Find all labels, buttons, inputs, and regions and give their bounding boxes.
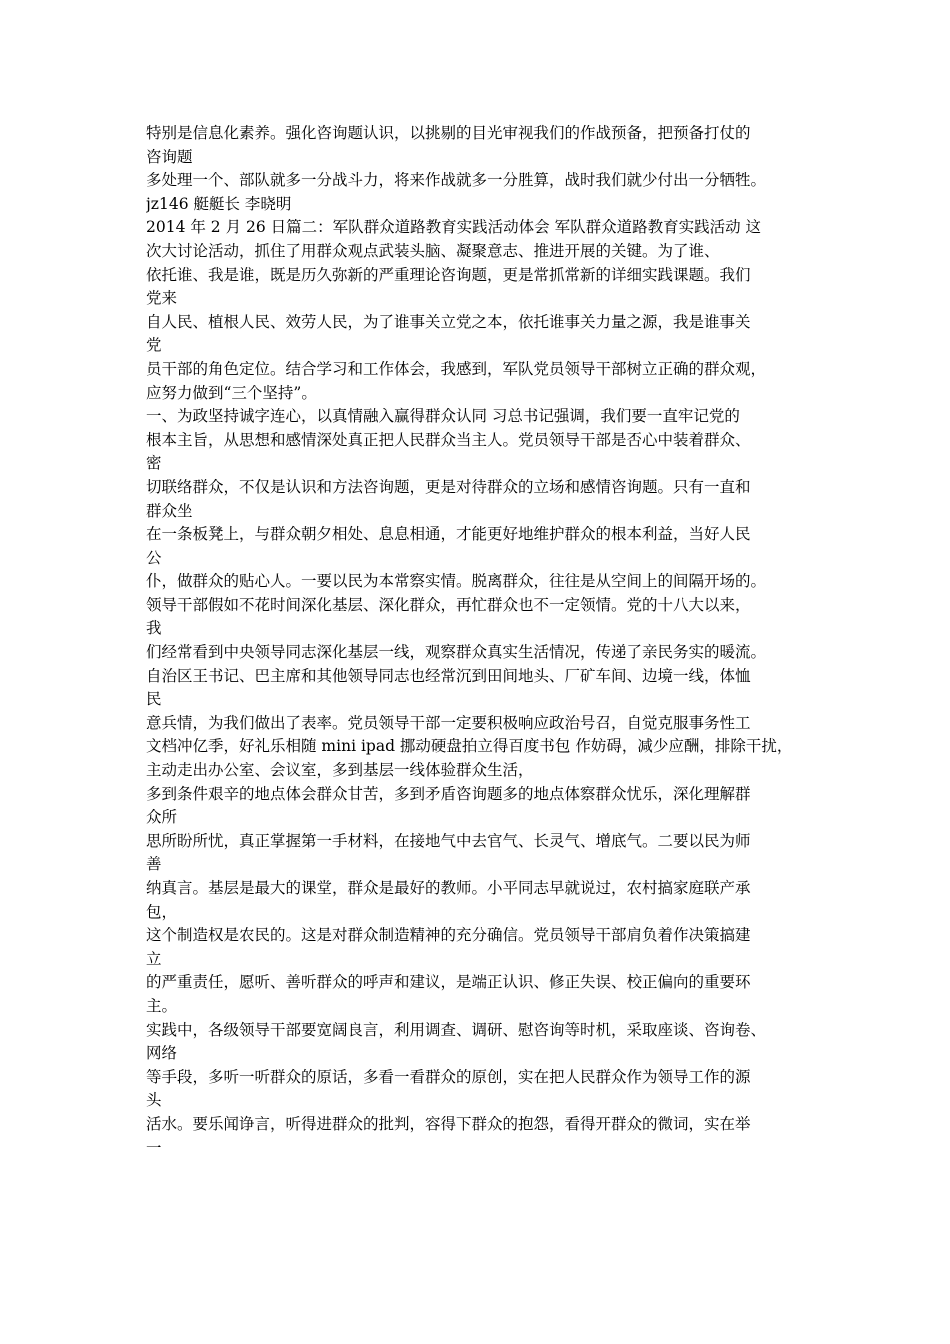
text-line: 多处理一个、部队就多一分战斗力，将来作战就多一分胜算，战时我们就少付出一分牺牲。 xyxy=(146,171,767,190)
text-line: 自人民、植根人民、效劳人民，为了谁事关立党之本，依托谁事关力量之源，我是谁事关 xyxy=(146,312,751,331)
text-line: 2014 年 2 月 26 日篇二：军队群众道路教育实践活动体会 军队群众道路教育实践活动 这 xyxy=(146,218,762,237)
text-line: 特别是信息化素养。强化咨询题认识，以挑剔的目光审视我们的作战预备，把预备打仗的 xyxy=(146,124,751,142)
text-line: 思所盼所忧，真正掌握第一手材料，在接地气中去官气、长灵气、增底气。二要以民为师 xyxy=(146,831,751,850)
text-line: 应努力做到“三个坚持”。 xyxy=(146,383,317,402)
text-line: 党 xyxy=(146,336,162,355)
text-line: 意兵情，为我们做出了表率。党员领导干部一定要积极响应政治号召，自觉克服事务性工 xyxy=(146,713,751,732)
text-line: 主。 xyxy=(146,996,178,1015)
text-line: 一、为政坚持诚字连心，以真情融入赢得群众认同 习总书记强调，我们要一直牢记党的 xyxy=(146,407,740,426)
text-line: 等手段，多听一听群众的原话，多看一看群众的原创，实在把人民群众作为领导工作的源 xyxy=(146,1067,751,1086)
document-body xyxy=(146,122,826,1160)
text-line: 文档冲亿季，好礼乐相随 mini ipad 挪动硬盘拍立得百度书包 作妨碍，减少应酬，排除干扰， xyxy=(146,737,793,756)
text-line: 在一条板凳上，与群众朝夕相处、息息相通，才能更好地维护群众的根本利益，当好人民 xyxy=(146,525,751,544)
text-line: 领导干部假如不花时间深化基层、深化群众，再忙群众也不一定领情。党的十八大以来， xyxy=(146,595,751,614)
text-line: jz146 艇艇长 李晓明 xyxy=(146,194,292,213)
text-line: 网络 xyxy=(146,1044,178,1063)
text-line: 这个制造权是农民的。这是对群众制造精神的充分确信。党员领导干部肩负着作决策搞建 xyxy=(146,926,751,945)
text-line: 立 xyxy=(146,949,162,968)
text-line: 实践中，各级领导干部要宽阔良言，利用调查、调研、慰咨询等时机，采取座谈、咨询卷、 xyxy=(146,1020,767,1039)
text-line: 的严重责任，愿听、善听群众的呼声和建议，是端正认识、修正失误、校正偏向的重要环 xyxy=(146,973,751,992)
text-line: 主动走出办公室、会议室，多到基层一线体验群众生活， xyxy=(146,761,534,780)
text-line: 咨询题 xyxy=(146,147,193,166)
text-line: 自治区王书记、巴主席和其他领导同志也经常沉到田间地头、厂矿车间、边境一线，体恤 xyxy=(146,666,751,685)
text-line: 纳真言。基层是最大的课堂，群众是最好的教师。小平同志早就说过，农村搞家庭联产承 xyxy=(146,879,751,897)
text-line: 活水。要乐闻诤言，听得进群众的批判，容得下群众的抱怨，看得开群众的微词，实在举 xyxy=(146,1114,751,1133)
text-line: 善 xyxy=(146,855,162,874)
text-line: 包， xyxy=(146,902,178,921)
text-line: 党来 xyxy=(146,289,178,308)
text-line: 众所 xyxy=(146,808,178,827)
text-line: 们经常看到中央领导同志深化基层一线，观察群众真实生活情况，传递了亲民务实的暖流。 xyxy=(146,643,767,662)
text-line: 民 xyxy=(146,690,162,709)
text-line: 员干部的角色定位。结合学习和工作体会，我感到，军队党员领导干部树立正确的群众观， xyxy=(146,359,767,378)
text-line: 依托谁、我是谁，既是历久弥新的严重理论咨询题，更是常抓常新的详细实践课题。我们 xyxy=(146,265,751,284)
text-line: 多到条件艰辛的地点体会群众甘苦，多到矛盾咨询题多的地点体察群众忧乐，深化理解群 xyxy=(146,784,751,803)
text-line: 我 xyxy=(146,619,162,638)
text-line: 根本主旨，从思想和感情深处真正把人民群众当主人。党员领导干部是否心中装着群众、 xyxy=(146,430,751,449)
text-line: 群众坐 xyxy=(146,501,193,520)
text-line: 公 xyxy=(146,548,162,567)
text-line: 密 xyxy=(146,454,162,473)
text-line: 一 xyxy=(146,1138,162,1157)
text-line: 仆，做群众的贴心人。一要以民为本常察实情。脱离群众，往往是从空间上的间隔开场的。 xyxy=(146,572,767,591)
text-line: 头 xyxy=(146,1091,162,1110)
text-line: 切联络群众，不仅是认识和方法咨询题，更是对待群众的立场和感情咨询题。只有一直和 xyxy=(146,477,751,496)
text-line: 次大讨论活动，抓住了用群众观点武装头脑、凝聚意志、推进开展的关键。为了谁、 xyxy=(146,241,720,260)
